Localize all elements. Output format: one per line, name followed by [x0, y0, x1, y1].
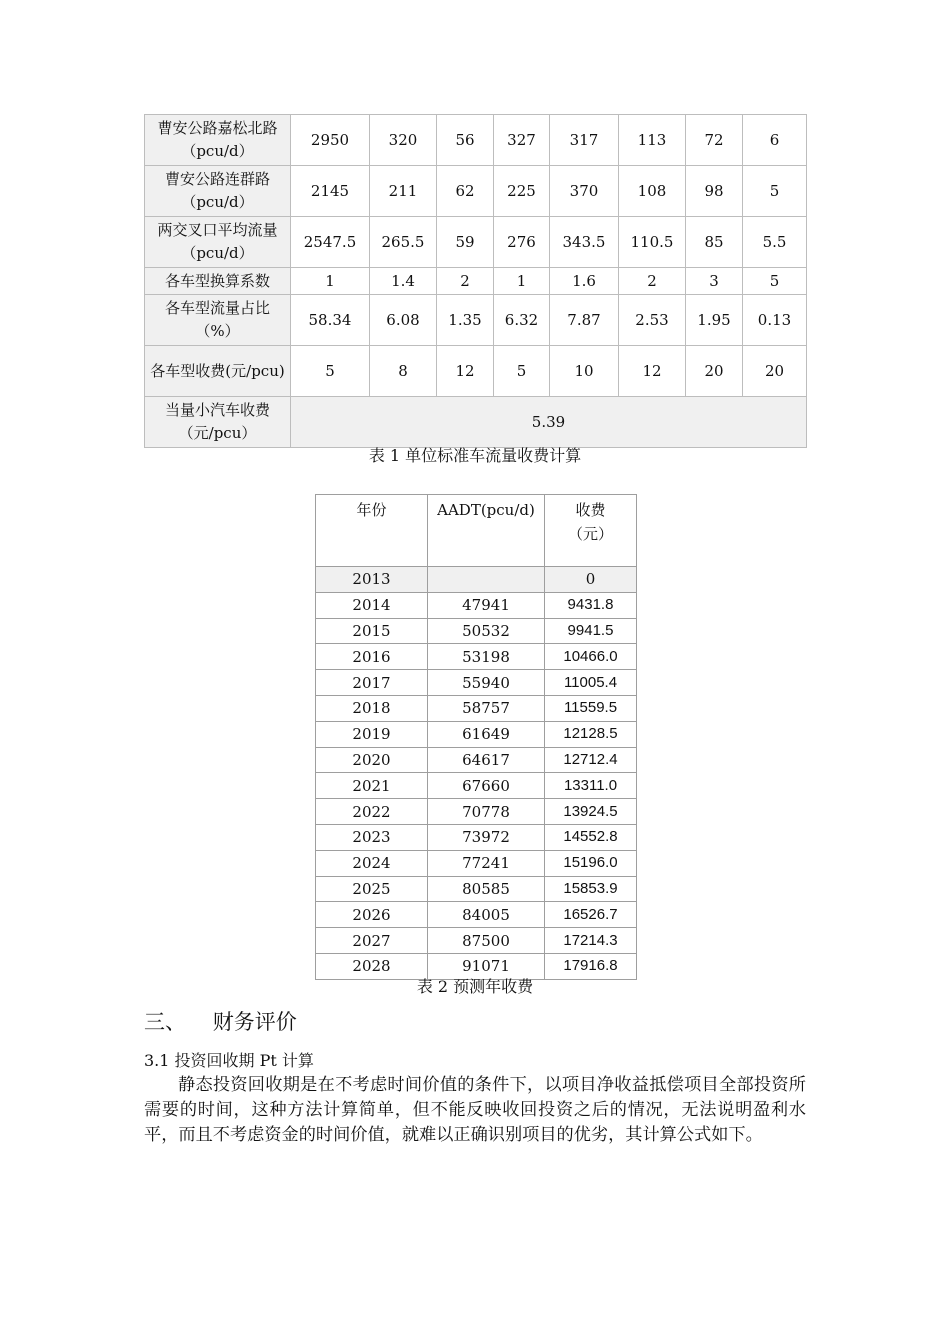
table2-fee-cell: 10466.0: [545, 644, 637, 670]
table1-cell: 6.32: [494, 295, 550, 346]
annual-fee-table-body: [316, 567, 637, 980]
table2-caption: 表 2 预测年收费: [416, 977, 534, 996]
table2-fee-cell: 16526.7: [545, 902, 637, 928]
table1-row: [145, 295, 807, 346]
table1-cell: 343.5: [550, 217, 619, 268]
table2-aadt-cell: [428, 567, 545, 593]
table2-year-cell: 2026: [316, 902, 428, 928]
table2-aadt-cell: 67660: [428, 773, 545, 799]
table2-row: [316, 670, 637, 696]
table2-fee-cell: 11559.5: [545, 695, 637, 721]
table1-row-label: 各车型流量占比（%）: [145, 295, 291, 346]
table2-fee-cell: 11005.4: [545, 670, 637, 696]
table2-aadt-cell: 64617: [428, 747, 545, 773]
table1-cell: 1.6: [550, 268, 619, 295]
subsection-heading: 3.1 投资回收期 Pt 计算: [144, 1051, 314, 1070]
table2-row: [316, 721, 637, 747]
table1-row: [145, 217, 807, 268]
table2-aadt-cell: 50532: [428, 618, 545, 644]
table2-aadt-cell: 53198: [428, 644, 545, 670]
table1-cell: 2145: [291, 166, 370, 217]
table1-cell: 62: [437, 166, 494, 217]
table2-year-cell: 2019: [316, 721, 428, 747]
table2-fee-cell: 17916.8: [545, 953, 637, 979]
table2-fee-cell: 15196.0: [545, 850, 637, 876]
table2-row: [316, 928, 637, 954]
table1-cell: 1.4: [370, 268, 437, 295]
table1-cell: 265.5: [370, 217, 437, 268]
table2-row: [316, 747, 637, 773]
table2-aadt-cell: 87500: [428, 928, 545, 954]
table1-cell: 1.35: [437, 295, 494, 346]
table1-cell: 317: [550, 115, 619, 166]
table1-cell: 0.13: [743, 295, 807, 346]
table2-fee-cell: 17214.3: [545, 928, 637, 954]
table1-cell: 113: [619, 115, 686, 166]
table2-aadt-cell: 73972: [428, 824, 545, 850]
table1-cell: 5: [743, 268, 807, 295]
table2-year-cell: 2022: [316, 799, 428, 825]
table1-row-label: 各车型换算系数: [145, 268, 291, 295]
table1-cell: 327: [494, 115, 550, 166]
table1-cell: 225: [494, 166, 550, 217]
table2-year-cell: 2028: [316, 953, 428, 979]
table2-row: [316, 824, 637, 850]
table2-row: [316, 953, 637, 979]
table2-aadt-cell: 47941: [428, 592, 545, 618]
table2-fee-cell: 0: [545, 567, 637, 593]
table2-row: [316, 695, 637, 721]
table1-row-label: 两交叉口平均流量（pcu/d）: [145, 217, 291, 268]
table1-cell: 6.08: [370, 295, 437, 346]
table1-cell: 12: [619, 346, 686, 397]
table1-row-label: 曹安公路连群路（pcu/d）: [145, 166, 291, 217]
table1-total-value: 5.39: [291, 397, 807, 448]
table1-cell: 8: [370, 346, 437, 397]
table1-cell: 98: [686, 166, 743, 217]
table2-header-fee: [545, 495, 637, 567]
table2-year-cell: 2024: [316, 850, 428, 876]
table1-row: [145, 346, 807, 397]
annual-fee-table: [315, 494, 637, 980]
table1-total-row: [145, 397, 807, 448]
table1-cell: 59: [437, 217, 494, 268]
table2-header-fee-text: 收费（元）: [567, 501, 613, 543]
table2-fee-cell: 9431.8: [545, 592, 637, 618]
table1-cell: 1: [494, 268, 550, 295]
table2-aadt-cell: 80585: [428, 876, 545, 902]
table1-cell: 72: [686, 115, 743, 166]
table2-fee-cell: 12128.5: [545, 721, 637, 747]
table2-year-cell: 2014: [316, 592, 428, 618]
table2-year-cell: 2020: [316, 747, 428, 773]
table2-row: [316, 902, 637, 928]
table2-fee-cell: 15853.9: [545, 876, 637, 902]
table1-cell: 1: [291, 268, 370, 295]
table1-total-label: 当量小汽车收费（元/pcu）: [145, 397, 291, 448]
table2-year-cell: 2017: [316, 670, 428, 696]
table1-row-label: 曹安公路嘉松北路（pcu/d）: [145, 115, 291, 166]
table2-year-cell: 2013: [316, 567, 428, 593]
table1-cell: 2: [619, 268, 686, 295]
table1-caption: 表 1 单位标准车流量收费计算: [368, 446, 582, 465]
table2-fee-cell: 14552.8: [545, 824, 637, 850]
table2-year-cell: 2015: [316, 618, 428, 644]
table2-aadt-cell: 61649: [428, 721, 545, 747]
table1-cell: 7.87: [550, 295, 619, 346]
table2-row: [316, 799, 637, 825]
table1-cell: 10: [550, 346, 619, 397]
table1-row: [145, 115, 807, 166]
table1-cell: 20: [686, 346, 743, 397]
table1-row-label: 各车型收费(元/pcu): [145, 346, 291, 397]
table1-cell: 5.5: [743, 217, 807, 268]
table1-cell: 6: [743, 115, 807, 166]
table1-cell: 5: [494, 346, 550, 397]
table1-cell: 85: [686, 217, 743, 268]
table1-cell: 320: [370, 115, 437, 166]
table1-cell: 2.53: [619, 295, 686, 346]
table2-fee-cell: 13311.0: [545, 773, 637, 799]
section-heading: 三、 财务评价: [144, 1010, 297, 1034]
body-paragraph: 静态投资回收期是在不考虑时间价值的条件下，以项目净收益抵偿项目全部投资所需要的时间，这种方法计算简单，但不能反映收回投资之后的情况，无法说明盈利水平，而且不考虑资金的时间价值，就难以正确识别项目的优劣，其计算公式如下。: [144, 1075, 806, 1145]
table2-year-cell: 2021: [316, 773, 428, 799]
table2-year-cell: 2023: [316, 824, 428, 850]
table2-aadt-cell: 77241: [428, 850, 545, 876]
table2-year-cell: 2016: [316, 644, 428, 670]
table1-cell: 5: [291, 346, 370, 397]
table2-aadt-cell: 58757: [428, 695, 545, 721]
table1-cell: 2950: [291, 115, 370, 166]
table1-cell: 276: [494, 217, 550, 268]
table1-cell: 110.5: [619, 217, 686, 268]
table1-cell: 108: [619, 166, 686, 217]
table1-row: [145, 268, 807, 295]
table2-fee-cell: 9941.5: [545, 618, 637, 644]
table1-cell: 1.95: [686, 295, 743, 346]
table2-fee-cell: 13924.5: [545, 799, 637, 825]
table1-cell: 56: [437, 115, 494, 166]
table2-row: [316, 644, 637, 670]
table2-row: [316, 592, 637, 618]
table2-aadt-cell: 84005: [428, 902, 545, 928]
unit-fee-table-body: [145, 115, 807, 448]
unit-fee-table: [144, 114, 807, 448]
table2-row: [316, 773, 637, 799]
table2-header-year: 年份: [316, 495, 428, 567]
table2-aadt-cell: 55940: [428, 670, 545, 696]
table2-aadt-cell: 91071: [428, 953, 545, 979]
table2-header-aadt: AADT(pcu/d): [428, 495, 545, 567]
table1-cell: 5: [743, 166, 807, 217]
table1-cell: 211: [370, 166, 437, 217]
table2-row: [316, 876, 637, 902]
table2-header-row: [316, 495, 637, 567]
table2-row: [316, 618, 637, 644]
table1-cell: 370: [550, 166, 619, 217]
table2-aadt-cell: 70778: [428, 799, 545, 825]
table2-year-cell: 2018: [316, 695, 428, 721]
table1-cell: 58.34: [291, 295, 370, 346]
table1-row: [145, 166, 807, 217]
table1-cell: 3: [686, 268, 743, 295]
table1-cell: 12: [437, 346, 494, 397]
table2-year-cell: 2025: [316, 876, 428, 902]
table2-fee-cell: 12712.4: [545, 747, 637, 773]
table2-row: [316, 567, 637, 593]
table1-cell: 2547.5: [291, 217, 370, 268]
table2-row: [316, 850, 637, 876]
table2-year-cell: 2027: [316, 928, 428, 954]
table1-cell: 2: [437, 268, 494, 295]
table1-cell: 20: [743, 346, 807, 397]
